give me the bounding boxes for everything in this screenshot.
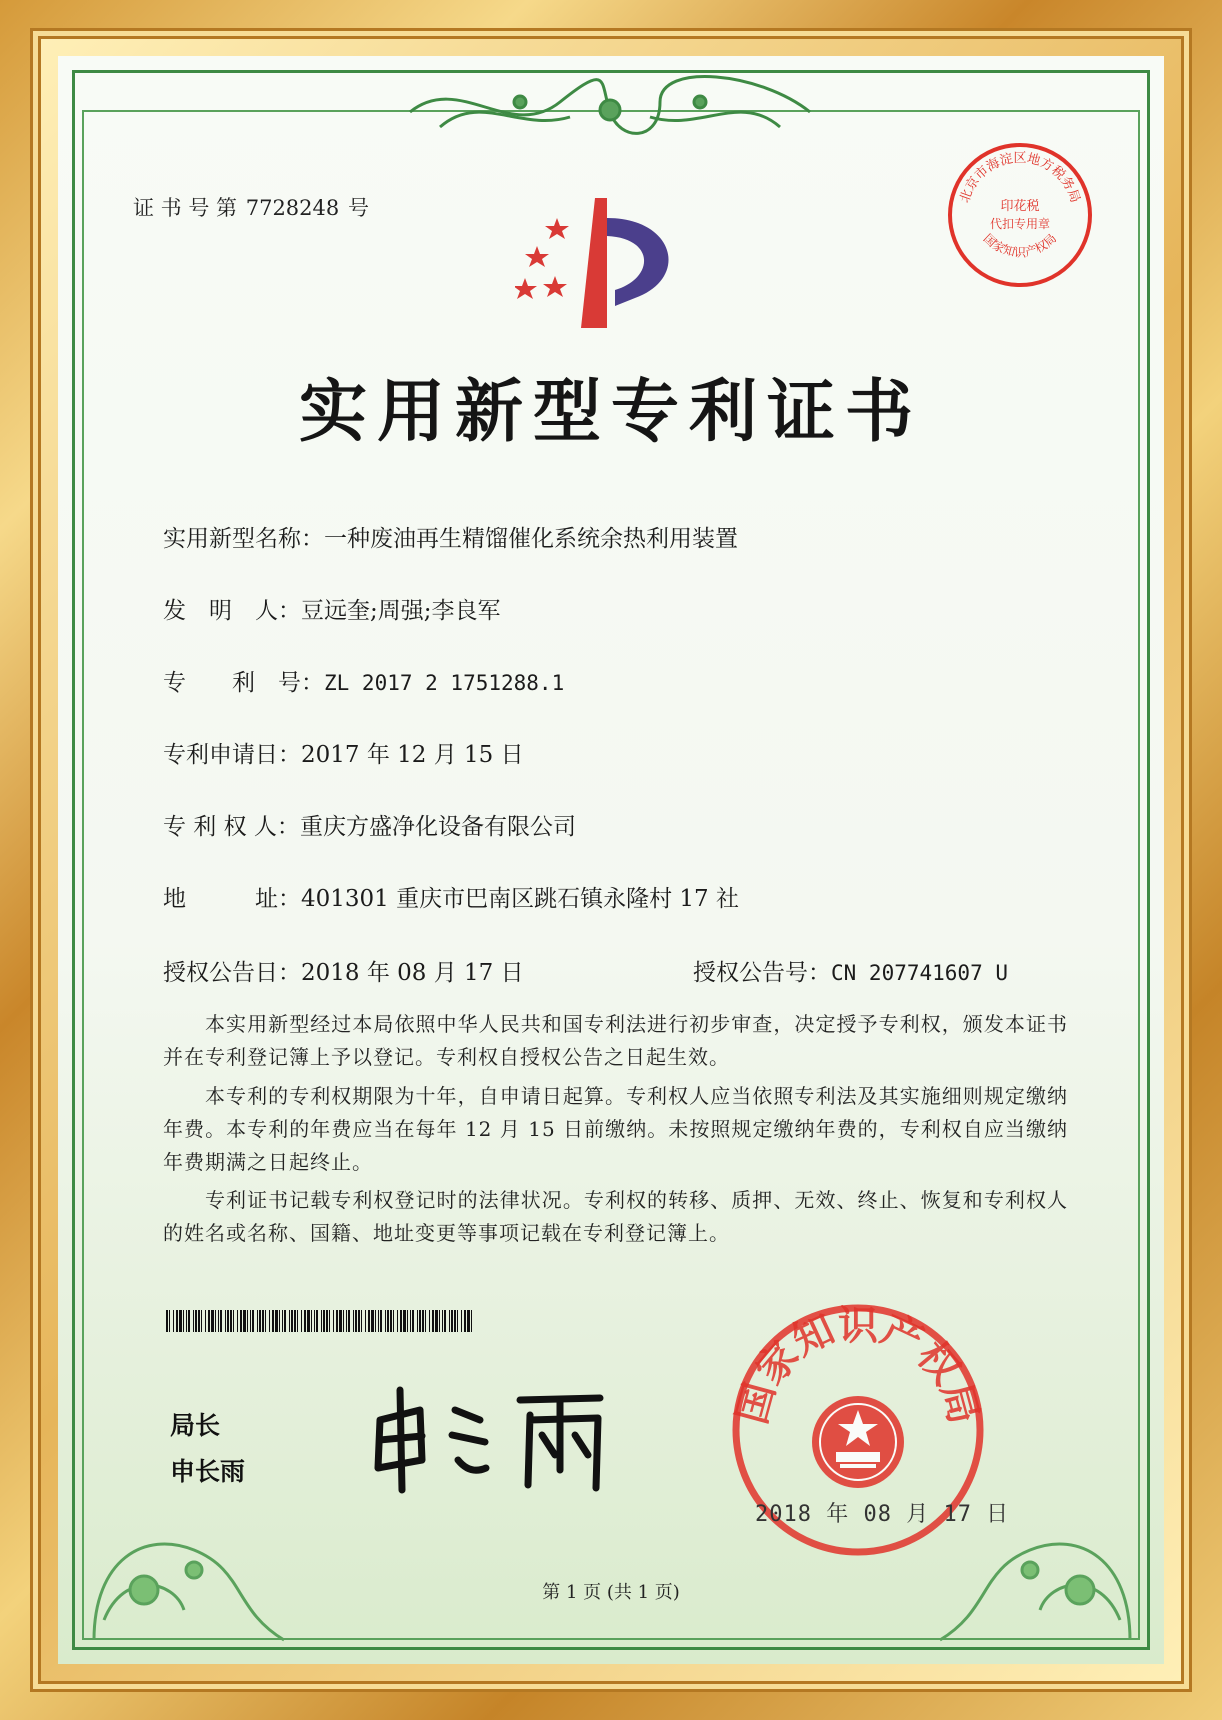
barcode-bar <box>282 1310 283 1332</box>
barcode-bar <box>375 1310 376 1332</box>
barcode-bar <box>333 1310 334 1332</box>
barcode-bar <box>432 1310 434 1332</box>
certificate-number-label: 证 书 号 第 <box>133 196 238 220</box>
field-grant-number <box>693 954 1008 987</box>
field-label: 发 明 人： <box>163 598 301 624</box>
barcode-bar <box>400 1310 402 1332</box>
barcode-bar <box>291 1310 293 1332</box>
barcode-bar <box>425 1310 426 1332</box>
barcode-bar <box>205 1310 206 1332</box>
top-ornament <box>400 72 820 152</box>
field-address <box>163 880 739 913</box>
barcode-bar <box>329 1310 330 1332</box>
field-value: 2017 年 12 月 15 日 <box>301 742 524 768</box>
barcode-bar <box>247 1310 248 1332</box>
barcode-bar <box>289 1310 290 1332</box>
barcode-bar <box>275 1310 278 1332</box>
barcode-bar <box>230 1310 232 1332</box>
barcode-bar <box>265 1310 266 1332</box>
barcode-bar <box>227 1310 229 1332</box>
barcode-bar <box>284 1310 286 1332</box>
barcode-bar <box>208 1310 210 1332</box>
barcode-bar <box>417 1310 418 1332</box>
paragraph-legal-status: 专利证书记载专利权登记时的法律状况。专利权的转移、质押、无效、终止、恢复和专利权人的姓名或名称、国籍、地址变更等事项记载在专利登记簿上。 <box>163 1188 1068 1245</box>
barcode-bar <box>269 1310 270 1332</box>
barcode-bar <box>218 1310 219 1332</box>
barcode-bar <box>188 1310 190 1332</box>
barcode-bar <box>272 1310 274 1332</box>
barcode-bar <box>237 1310 238 1332</box>
barcode-bar <box>361 1310 362 1332</box>
barcode-bar <box>201 1310 202 1332</box>
field-value: 豆远奎;周强;李良军 <box>301 598 501 624</box>
field-value: 一种废油再生精馏催化系统余热利用装置 <box>324 526 738 552</box>
barcode-bar <box>304 1310 306 1332</box>
barcode-bar <box>186 1310 187 1332</box>
field-value: ZL 2017 2 1751288.1 <box>324 671 565 695</box>
tax-seal-outer-text: 北京市海淀区地方税务局 <box>957 151 1083 205</box>
barcode-bar <box>457 1310 458 1332</box>
barcode-bar <box>346 1310 347 1332</box>
barcode-bar <box>195 1310 197 1332</box>
barcode-bar <box>326 1310 328 1332</box>
barcode-bar <box>471 1310 472 1332</box>
field-inventor <box>163 592 501 625</box>
field-label: 专利申请日： <box>163 742 301 768</box>
page-number: 第 1 页 (共 1 页) <box>542 1582 680 1603</box>
barcode-bar <box>403 1310 406 1332</box>
certificate-number-value: 7728248 <box>245 196 340 220</box>
cnipa-logo-icon <box>515 198 695 338</box>
barcode-bar <box>343 1310 344 1332</box>
office-seal-date: 2018 年 08 月 17 日 <box>755 1502 1010 1527</box>
barcode-bar <box>183 1310 184 1332</box>
field-label: 专 利 号： <box>163 670 324 696</box>
barcode-bar <box>173 1310 174 1332</box>
barcode-bar <box>294 1310 296 1332</box>
barcode-bar <box>407 1310 408 1332</box>
barcode-bar <box>252 1310 254 1332</box>
barcode-bar <box>429 1310 430 1332</box>
barcode-bar <box>419 1310 421 1332</box>
barcode-bar <box>451 1310 453 1332</box>
barcode-bar <box>390 1310 392 1332</box>
barcode-bar <box>422 1310 424 1332</box>
barcode-bar <box>461 1310 462 1332</box>
barcode-bar <box>442 1310 443 1332</box>
director-signature <box>360 1380 620 1500</box>
barcode-bar <box>257 1310 258 1332</box>
tax-seal-bottom-text: 国家知识产权局 <box>980 231 1060 260</box>
field-label: 授权公告日： <box>163 960 301 986</box>
field-patentee <box>163 808 576 841</box>
barcode-bar <box>198 1310 200 1332</box>
field-label: 地 址： <box>163 886 301 912</box>
barcode-bar <box>385 1310 386 1332</box>
barcode-bar <box>435 1310 438 1332</box>
certificate-number <box>133 192 369 222</box>
barcode-bar <box>176 1310 178 1332</box>
barcode-bar <box>243 1310 246 1332</box>
barcode-bar <box>307 1310 310 1332</box>
certificate-number-suffix: 号 <box>347 196 369 220</box>
barcode <box>166 1310 474 1332</box>
barcode-bar <box>220 1310 222 1332</box>
barcode-bar <box>449 1310 450 1332</box>
barcode-bar <box>321 1310 322 1332</box>
barcode-bar <box>410 1310 411 1332</box>
barcode-bar <box>233 1310 234 1332</box>
barcode-bar <box>393 1310 394 1332</box>
barcode-bar <box>211 1310 214 1332</box>
barcode-bar <box>397 1310 398 1332</box>
barcode-bar <box>169 1310 170 1332</box>
barcode-bar <box>259 1310 261 1332</box>
director-block <box>170 1403 245 1495</box>
barcode-bar <box>355 1310 357 1332</box>
barcode-bar <box>412 1310 414 1332</box>
barcode-bar <box>297 1310 298 1332</box>
barcode-bar <box>365 1310 366 1332</box>
barcode-bar <box>353 1310 354 1332</box>
field-value: 2018 年 08 月 17 日 <box>301 960 524 986</box>
barcode-bar <box>301 1310 302 1332</box>
tax-seal-center-line2: 代扣专用章 <box>989 217 1051 231</box>
tax-seal-center-line1: 印花税 <box>1000 199 1040 214</box>
barcode-bar <box>240 1310 242 1332</box>
certificate-title: 实用新型专利证书 <box>298 372 923 452</box>
barcode-bar <box>279 1310 280 1332</box>
barcode-bar <box>311 1310 312 1332</box>
field-utility-model-name <box>163 520 738 553</box>
field-label: 专 利 权 人： <box>163 814 300 840</box>
field-value: CN 207741607 U <box>831 961 1009 985</box>
barcode-bar <box>339 1310 342 1332</box>
field-filing-date <box>163 736 524 769</box>
barcode-bar <box>314 1310 315 1332</box>
barcode-bar <box>464 1310 466 1332</box>
barcode-bar <box>387 1310 389 1332</box>
field-label: 授权公告号： <box>693 960 831 986</box>
tax-stamp-seal <box>945 140 1095 290</box>
barcode-bar <box>323 1310 325 1332</box>
office-seal-text: 国家知识产权局 <box>729 1302 987 1429</box>
field-patent-number <box>163 664 564 697</box>
director-title: 局长 <box>170 1411 221 1440</box>
barcode-bar <box>358 1310 360 1332</box>
barcode-bar <box>215 1310 216 1332</box>
barcode-bar <box>444 1310 446 1332</box>
svg-text:国家知识产权局 <box>981 231 1060 259</box>
barcode-bar <box>371 1310 374 1332</box>
barcode-bar <box>166 1310 168 1332</box>
barcode-bar <box>179 1310 182 1332</box>
barcode-bar <box>193 1310 194 1332</box>
barcode-bar <box>380 1310 382 1332</box>
field-grant-date <box>163 954 524 987</box>
field-label: 实用新型名称： <box>163 526 324 552</box>
barcode-bar <box>262 1310 264 1332</box>
barcode-bar <box>378 1310 379 1332</box>
field-value: 401301 重庆市巴南区跳石镇永隆村 17 社 <box>301 886 739 912</box>
barcode-bar <box>368 1310 370 1332</box>
barcode-bar <box>454 1310 456 1332</box>
paragraph-grant-notice: 本实用新型经过本局依照中华人民共和国专利法进行初步审查，决定授予专利权，颁发本证书并在专利登记簿上予以登记。专利权自授权公告之日起生效。 <box>163 1012 1068 1069</box>
field-value: 重庆方盛净化设备有限公司 <box>299 814 576 840</box>
barcode-bar <box>348 1310 350 1332</box>
barcode-bar <box>250 1310 251 1332</box>
barcode-bar <box>336 1310 338 1332</box>
director-name: 申长雨 <box>170 1457 246 1486</box>
barcode-bar <box>439 1310 440 1332</box>
barcode-bar <box>467 1310 470 1332</box>
barcode-bar <box>225 1310 226 1332</box>
paragraph-term-notice: 本专利的专利权期限为十年，自申请日起算。专利权人应当依照专利法及其实施细则规定缴纳年费。本专利的年费应当在每年 12 月 15 日前缴纳。未按照规定缴纳年费的，专利权自应当缴纳年费期满之日起终止。 <box>163 1084 1068 1174</box>
barcode-bar <box>316 1310 318 1332</box>
